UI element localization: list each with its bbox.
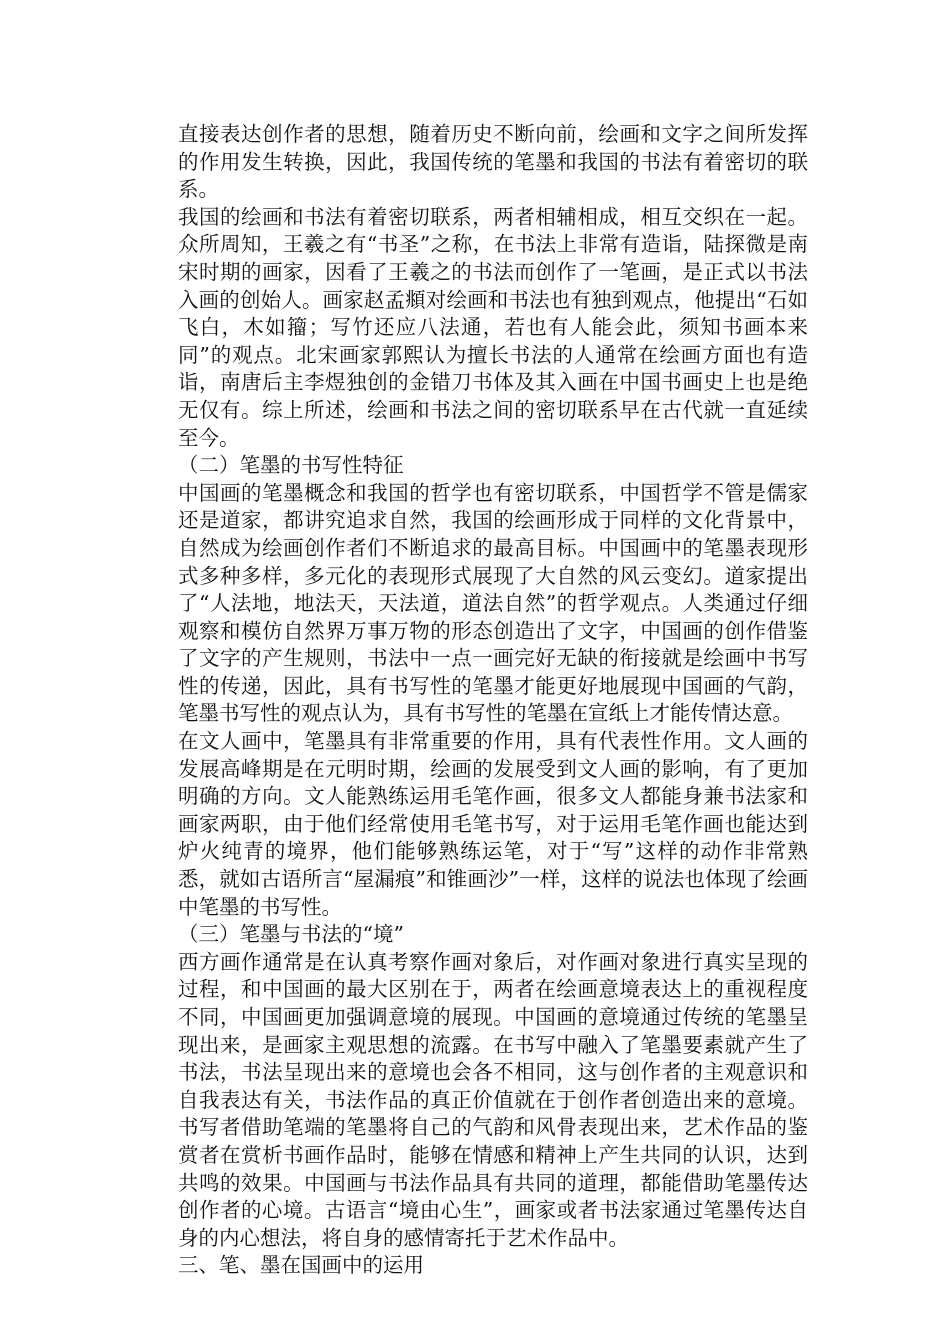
section-heading: （二）笔墨的书写性特征	[178, 453, 404, 478]
chapter-heading: 三、笔、墨在国画中的运用	[178, 1253, 424, 1278]
paragraph: 直接表达创作者的思想，随着历史不断向前，绘画和文字之间所发挥的作用发生转换，因此，我国传统的笔墨和我国的书法有着密切的联系。	[178, 122, 808, 202]
paragraph: 在文人画中，笔墨具有非常重要的作用，具有代表性作用。文人画的发展高峰期是在元明时期，绘画的发展受到文人画的影响，有了更加明确的方向。文人能熟练运用毛笔作画，很多文人都能身兼书法家和画家两职，由于他们经常使用毛笔书写，对于运用毛笔作画也能达到炉火纯青的境界，他们能够熟练运笔，对于“写”这样的动作非常熟悉，就如古语所言“屋漏痕”和锥画沙”一样，这样的说法也体现了绘画中笔墨的书写性。	[178, 729, 808, 919]
paragraph: 我国的绘画和书法有着密切联系，两者相辅相成，相互交织在一起。众所周知，王羲之有“书圣”之称，在书法上非常有造诣，陆探微是南宋时期的画家，因看了王羲之的书法而创作了一笔画，是正式以书法入画的创始人。画家赵孟頫对绘画和书法也有独到观点，他提出“石如飞白，木如籀；写竹还应八法通，若也有人能会此，须知书画本来同”的观点。北宋画家郭熙认为擅长书法的人通常在绘画方面也有造诣，南唐后主李煜独创的金错刀书体及其入画在中国书画史上也是绝无仅有。综上所述，绘画和书法之间的密切联系早在古代就一直延续至今。	[178, 204, 808, 450]
paragraph: 中国画的笔墨概念和我国的哲学也有密切联系，中国哲学不管是儒家还是道家，都讲究追求自然，我国的绘画形成于同样的文化背景中，自然成为绘画创作者们不断追求的最高目标。中国画中的笔墨表现形式多种多样，多元化的表现形式展现了大自然的风云变幻。道家提出了“人法地，地法天，天法道，道法自然”的哲学观点。人类通过仔细观察和模仿自然界万事万物的形态创造出了文字，中国画的创作借鉴了文字的产生规则，书法中一点一画完好无缺的衔接就是绘画中书写性的传递，因此，具有书写性的笔墨才能更好地展现中国画的气韵，笔墨书写性的观点认为，具有书写性的笔墨在宣纸上才能传情达意。	[178, 480, 808, 726]
document-page	[178, 121, 808, 1280]
paragraph: 西方画作通常是在认真考察作画对象后，对作画对象进行真实呈现的过程，和中国画的最大区别在于，两者在绘画意境表达上的重视程度不同，中国画更加强调意境的展现。中国画的意境通过传统的笔墨呈现出来，是画家主观思想的流露。在书写中融入了笔墨要素就产生了书法，书法呈现出来的意境也会各不相同，这与创作者的主观意识和自我表达有关，书法作品的真正价值就在于创作者创造出来的意境。书写者借助笔端的笔墨将自己的气韵和风骨表现出来，艺术作品的鉴赏者在赏析书画作品时，能够在情感和精神上产生共同的认识，达到共鸣的效果。中国画与书法作品具有共同的道理，都能借助笔墨传达创作者的心境。古语言“境由心生”，画家或者书法家通过笔墨传达自身的内心想法，将自身的感情寄托于艺术作品中。	[178, 949, 808, 1250]
section-heading: （三）笔墨与书法的“境”	[178, 922, 404, 947]
